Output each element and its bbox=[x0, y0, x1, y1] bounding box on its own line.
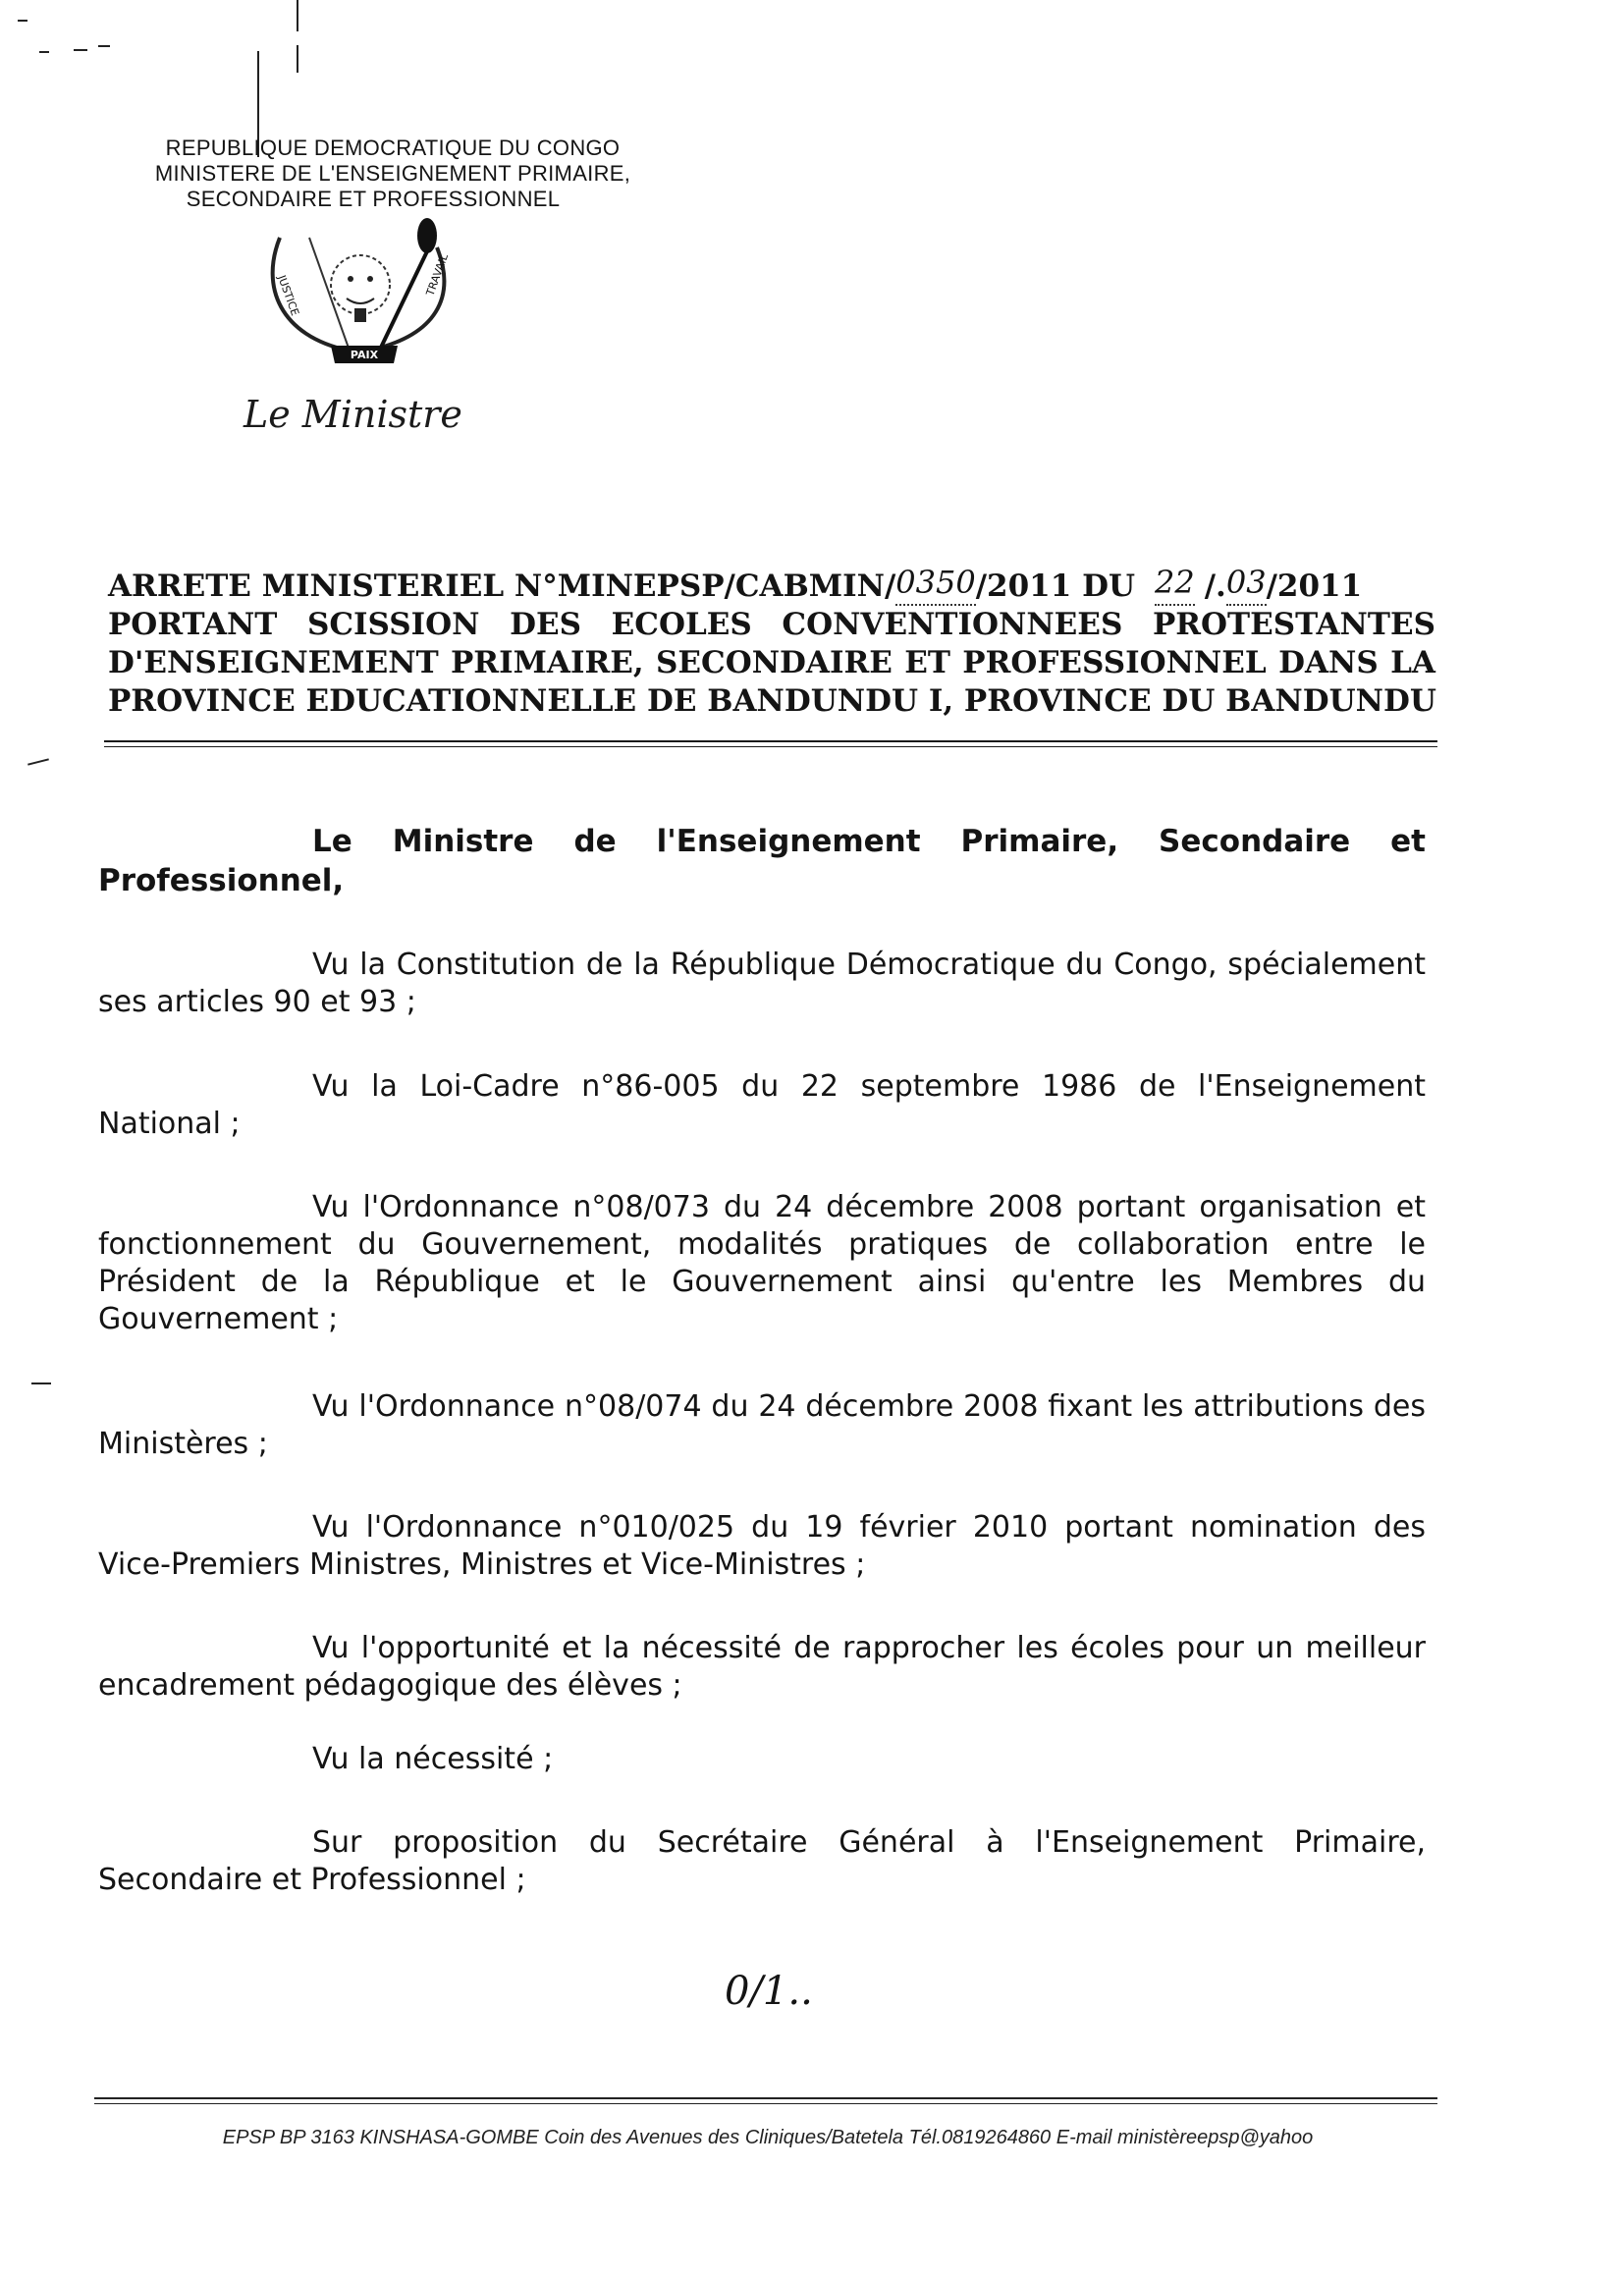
consideration-paragraph: Vu l'Ordonnance n°08/074 du 24 décembre 2008 fixant les attributions des Ministères ; bbox=[98, 1389, 1426, 1461]
title-word: CONVENTIONNEES bbox=[782, 607, 1123, 642]
title-word: LA bbox=[1390, 645, 1435, 680]
consideration-paragraph: Vu l'opportunité et la nécessité de rapprocher les écoles pour un meilleur encadrement pédagogique des élèves ; bbox=[98, 1631, 1426, 1703]
scan-mark bbox=[297, 45, 298, 73]
minister-signature-title: Le Ministre bbox=[244, 393, 462, 436]
minister-intro: Le Ministre de l'Enseignement Primaire, Secondaire et Professionnel, bbox=[98, 824, 1426, 898]
title-word: DES bbox=[510, 607, 582, 642]
title-word: PORTANT bbox=[108, 607, 278, 642]
title-line-4-text: PROVINCE EDUCATIONNELLE DE BANDUNDU I, PROVINCE DU BANDUNDU bbox=[108, 683, 1436, 719]
decree-prefix: ARRETE MINISTERIEL N°MINEPSP/CABMIN/ bbox=[108, 569, 896, 604]
decree-year-du: /2011 DU bbox=[975, 569, 1136, 604]
scan-mark bbox=[39, 51, 49, 53]
footer-address: EPSP BP 3163 KINSHASA-GOMBE Coin des Avenues des Cliniques/Batetela Tél.0819264860 E-mail ministèreepsp@yahoo bbox=[222, 2127, 1314, 2148]
svg-text:TRAVAIL: TRAVAIL bbox=[423, 251, 452, 298]
decree-date-sep: /. bbox=[1204, 569, 1226, 604]
coat-of-arms-emblem bbox=[241, 218, 476, 375]
consideration-paragraph: Vu la nécessité ; bbox=[312, 1742, 554, 1776]
country-name: REPUBLIQUE DEMOCRATIQUE DU CONGO bbox=[165, 136, 621, 160]
title-word: ET bbox=[904, 645, 950, 680]
title-word: D'ENSEIGNEMENT bbox=[108, 645, 439, 680]
title-word: PRIMAIRE, bbox=[451, 645, 644, 680]
scan-mark bbox=[31, 1382, 51, 1384]
scan-mark bbox=[297, 0, 298, 31]
title-line-3 bbox=[108, 644, 1435, 682]
title-line-1 bbox=[108, 564, 1435, 606]
decree-day-handwritten: 22 bbox=[1155, 568, 1195, 606]
footer-rule bbox=[94, 2097, 1437, 2099]
title-word: SCISSION bbox=[307, 607, 480, 642]
footer-rule-second bbox=[94, 2103, 1437, 2104]
title-underline bbox=[104, 740, 1437, 742]
scan-mark bbox=[27, 758, 49, 765]
svg-text:PAIX: PAIX bbox=[350, 349, 379, 361]
ministry-line-1: MINISTERE DE L'ENSEIGNEMENT PRIMAIRE, bbox=[154, 161, 631, 186]
title-word: SECONDAIRE bbox=[656, 645, 893, 680]
decree-month-handwritten: 03 bbox=[1226, 568, 1267, 606]
scan-mark bbox=[74, 49, 87, 51]
decree-year-end: /2011 bbox=[1266, 569, 1363, 604]
page-number-mark: 0/1.. bbox=[725, 1969, 813, 2014]
svg-text:JUSTICE: JUSTICE bbox=[275, 273, 302, 318]
scan-mark bbox=[18, 20, 27, 22]
consideration-paragraph: Sur proposition du Secrétaire Général à l'Enseignement Primaire, Secondaire et Professionnel ; bbox=[98, 1825, 1426, 1897]
title-line-2 bbox=[108, 606, 1435, 644]
decree-number-handwritten: 0350 bbox=[895, 568, 975, 606]
decree-title bbox=[108, 564, 1436, 721]
title-word: ECOLES bbox=[611, 607, 752, 642]
consideration-paragraph: Vu la Constitution de la République Démocratique du Congo, spécialement ses articles 90 et 93 ; bbox=[98, 948, 1426, 1019]
title-word: PROTESTANTES bbox=[1152, 607, 1435, 642]
title-underline-second bbox=[104, 746, 1437, 747]
ministry-line-2: SECONDAIRE ET PROFESSIONNEL bbox=[186, 187, 561, 211]
title-line-4 bbox=[108, 682, 1435, 721]
title-word: DANS bbox=[1278, 645, 1379, 680]
consideration-paragraph: Vu la Loi-Cadre n°86-005 du 22 septembre 1986 de l'Enseignement National ; bbox=[98, 1069, 1426, 1141]
consideration-paragraph: Vu l'Ordonnance n°08/073 du 24 décembre 2008 portant organisation et fonctionnement du Gouvernement, modalités pratiques de collaboration entre le Président de la République et le Gouvernement ainsi qu'entre les Membres du Gouvernement ; bbox=[98, 1190, 1426, 1336]
consideration-paragraph: Vu l'Ordonnance n°010/025 du 19 février 2010 portant nomination des Vice-Premiers Ministres, Ministres et Vice-Ministres ; bbox=[98, 1510, 1426, 1582]
letterhead bbox=[98, 136, 687, 212]
title-word: PROFESSIONNEL bbox=[962, 645, 1267, 680]
scan-mark bbox=[98, 45, 110, 47]
